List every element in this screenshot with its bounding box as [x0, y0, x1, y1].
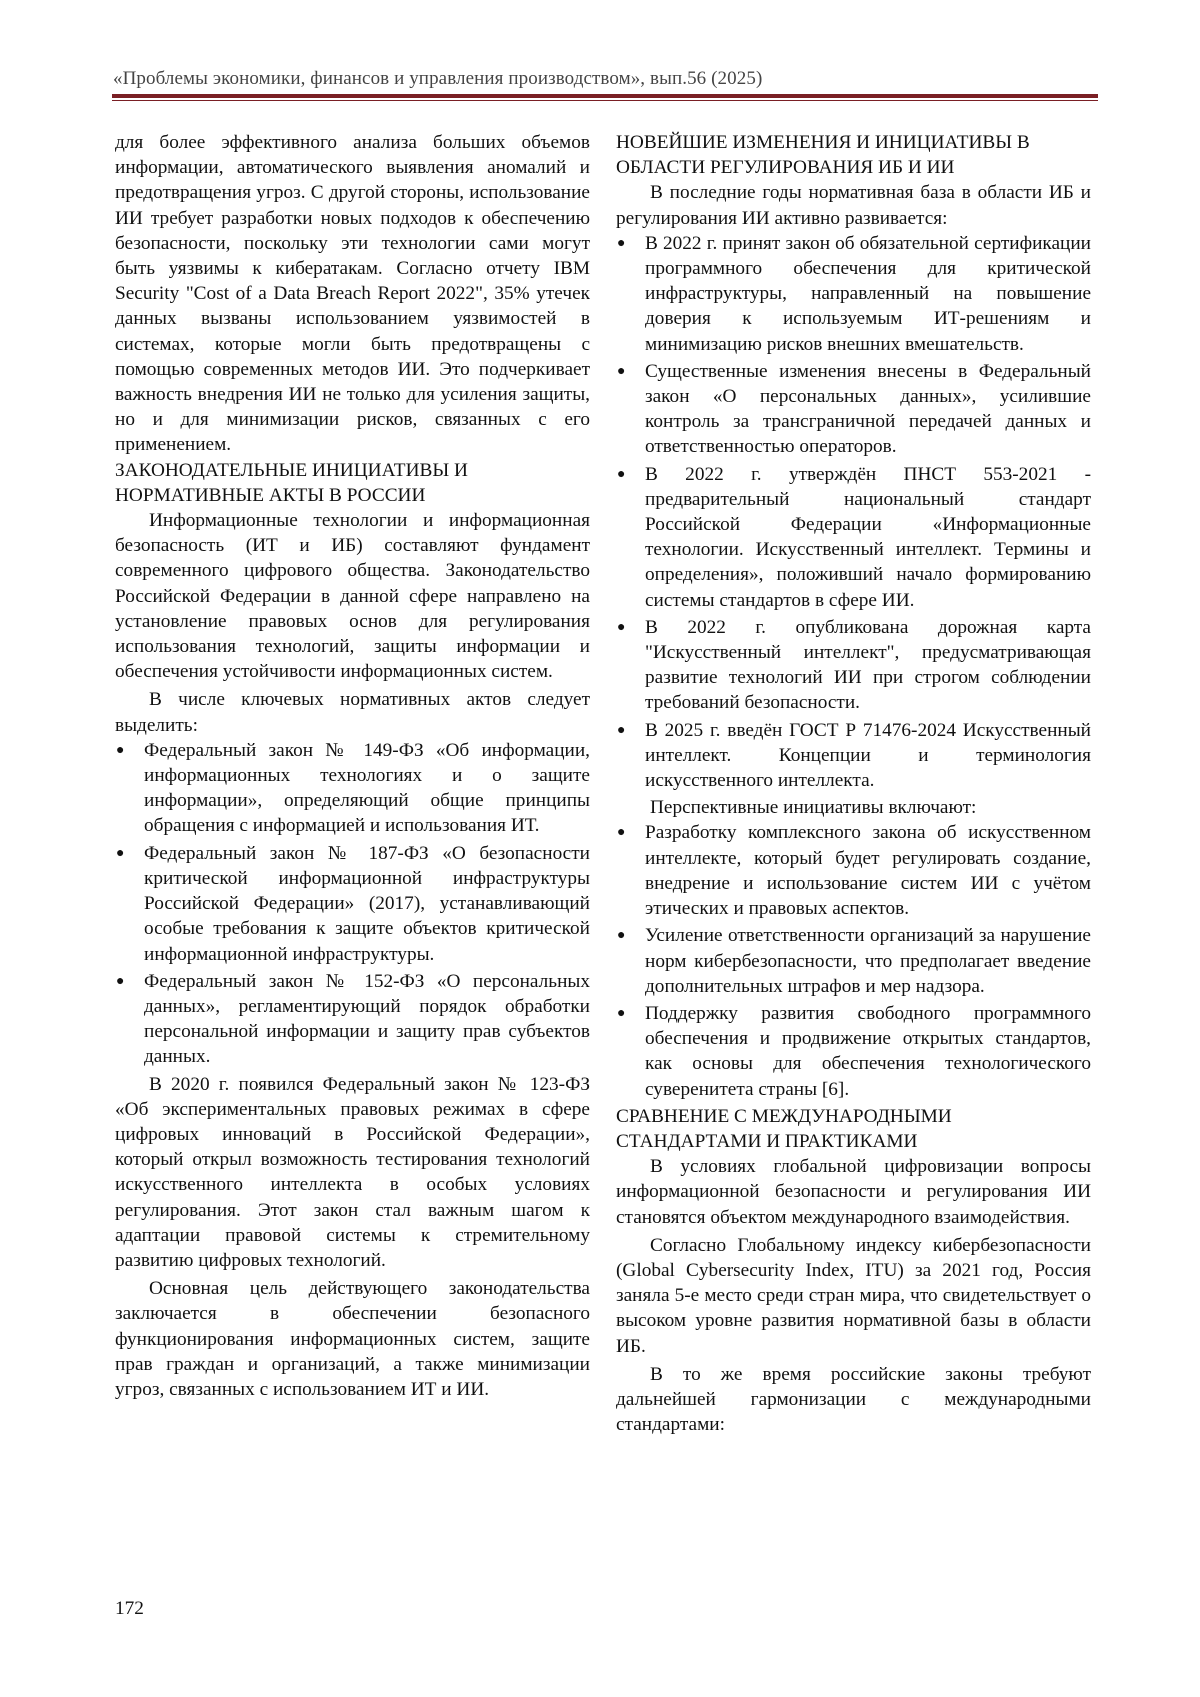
page-number: 172 — [115, 1598, 144, 1619]
right-paragraph-1: В последние годы нормативная база в области ИБ и регулирования ИИ активно развивается: — [616, 182, 1091, 229]
list-item: ● Федеральный закон № 187-ФЗ «О безопасности критической информационной инфраструктуры Российской Федерации» (2017), устанавливающий особые требования к защите объектов критической информационной инфраструктуры. — [116, 842, 590, 965]
list-item: ● Существенные изменения внесены в Федеральный закон «О персональных данных», усилившие контроль за трансграничной передачей данных и ответственностью операторов. — [617, 360, 1091, 458]
left-paragraph-4: В 2020 г. появился Федеральный закон № 123-ФЗ «Об экспериментальных правовых режимах в сфере цифровых инноваций в Российской Федерации», который открыл возможность тестирования технологий искусственного интеллекта в особых условиях регулирования. Этот закон стал важным шагом к адаптации правовой системы к стремительному развитию цифровых технологий. — [115, 1073, 590, 1271]
running-header: «Проблемы экономики, финансов и управления производством», вып.56 (2025) — [113, 68, 763, 89]
left-paragraph-1: для более эффективного анализа больших объемов информации, автоматического выявления аномалий и предотвращения угроз. С другой стороны, использование ИИ требует разработки новых подходов к обеспечению безопасности, поскольку эти технологии сами могут быть уязвимы к кибератакам. Согласно отчету IBM Security "Cost of a Data Breach Report 2022", 35% утечек данных вызваны использованием уязвимостей в системах, которые могли быть предотвращены с помощью современных методов ИИ. Это подчеркивает важность внедрения ИИ не только для усиления защиты, но и для минимизации рисков, связанных с его применением. — [115, 132, 590, 456]
header-rule-thin — [112, 100, 1098, 101]
bullet-icon: ● — [617, 466, 626, 482]
left-paragraph-2: Информационные технологии и информационная безопасность (ИТ и ИБ) составляют фундамент современного цифрового общества. Законодательство Российской Федерации в данной сфере направлено на установление правовых основ для регулирования использования технологий, защиты информации и обеспечения устойчивости информационных систем. — [115, 510, 590, 683]
laws-list — [115, 738, 590, 1070]
section-heading-new-initiatives: НОВЕЙШИЕ ИЗМЕНЕНИЯ И ИНИЦИАТИВЫ В ОБЛАСТИ РЕГУЛИРОВАНИЯ ИБ И ИИ — [616, 132, 1030, 179]
right-paragraph-3: В условиях глобальной цифровизации вопросы информационной безопасности и регулирования ИИ становятся объектом международного взаимодействия. — [616, 1156, 1091, 1228]
left-paragraph-3: В числе ключевых нормативных актов следует выделить: — [115, 689, 590, 736]
right-paragraph-2: Перспективные инициативы включают: — [650, 797, 977, 819]
bullet-icon: ● — [617, 363, 626, 379]
list-item: ● В 2022 г. принят закон об обязательной сертификации программного обеспечения для критической инфраструктуры, направленный на повышение доверия к используемым ИТ-решениям и минимизацию рисков внешних вмешательств. — [617, 232, 1091, 355]
bullet-icon: ● — [617, 619, 626, 635]
changes-list — [616, 231, 1091, 793]
bullet-icon: ● — [116, 845, 125, 861]
list-item: ● В 2025 г. введён ГОСТ Р 71476-2024 Искусственный интеллект. Концепции и терминология искусственного интеллекта. — [617, 719, 1091, 792]
bullet-icon: ● — [617, 1005, 626, 1021]
list-item: ● Разработку комплексного закона об искусственном интеллекте, который будет регулировать создание, внедрение и использование систем ИИ с учётом этических и правовых аспектов. — [617, 822, 1091, 920]
list-item: ● Поддержку развития свободного программного обеспечения и продвижение открытых стандартов, как основы для обеспечения технологического суверенитета страны [6]. — [617, 1002, 1091, 1100]
list-item: ● Федеральный закон № 149-ФЗ «Об информации, информационных технологиях и о защите информации», определяющий общие принципы обращения с информацией и использования ИТ. — [116, 739, 590, 837]
bullet-icon: ● — [116, 973, 125, 989]
right-paragraph-4: Согласно Глобальному индексу кибербезопасности (Global Cybersecurity Index, ITU) за 2021 год, Россия заняла 5-е место среди стран мира, что свидетельствует о высоком уровне развития нормативной базы в области ИБ. — [616, 1234, 1091, 1357]
left-column — [115, 130, 590, 1402]
section-heading-legislative: ЗАКОНОДАТЕЛЬНЫЕ ИНИЦИАТИВЫ И НОРМАТИВНЫЕ АКТЫ В РОССИИ — [115, 459, 468, 506]
bullet-icon: ● — [116, 742, 125, 758]
bullet-icon: ● — [617, 235, 626, 251]
bullet-icon: ● — [617, 825, 626, 841]
list-item: ● В 2022 г. опубликована дорожная карта "Искусственный интеллект", предусматривающая развитие технологий ИИ при строгом соблюдении требований безопасности. — [617, 616, 1091, 714]
list-item: ● Усиление ответственности организаций за нарушение норм кибербезопасности, что предполагает введение дополнительных штрафов и мер надзора. — [617, 925, 1091, 997]
bullet-icon: ● — [617, 722, 626, 738]
initiatives-list — [616, 820, 1091, 1101]
right-column — [616, 130, 1091, 1437]
bullet-icon: ● — [617, 928, 626, 944]
header-rule-thick — [112, 94, 1098, 98]
list-item: ● Федеральный закон № 152-ФЗ «О персональных данных», регламентирующий порядок обработки персональной информации и защиту прав субъектов данных. — [116, 970, 590, 1068]
right-paragraph-5: В то же время российские законы требуют дальнейшей гармонизации с международными стандартами: — [616, 1363, 1091, 1436]
left-paragraph-5: Основная цель действующего законодательства заключается в обеспечении безопасного функционирования информационных систем, защите прав граждан и организаций, а также минимизации угроз, связанных с использованием ИТ и ИИ. — [115, 1278, 590, 1400]
section-heading-international: СРАВНЕНИЕ С МЕЖДУНАРОДНЫМИ СТАНДАРТАМИ И ПРАКТИКАМИ — [616, 1105, 952, 1152]
list-item: ● В 2022 г. утверждён ПНСТ 553-2021 - предварительный национальный стандарт Российской Федерации «Информационные технологии. Искусственный интеллект. Термины и определения», положивший начало формированию системы стандартов в сфере ИИ. — [617, 463, 1091, 611]
